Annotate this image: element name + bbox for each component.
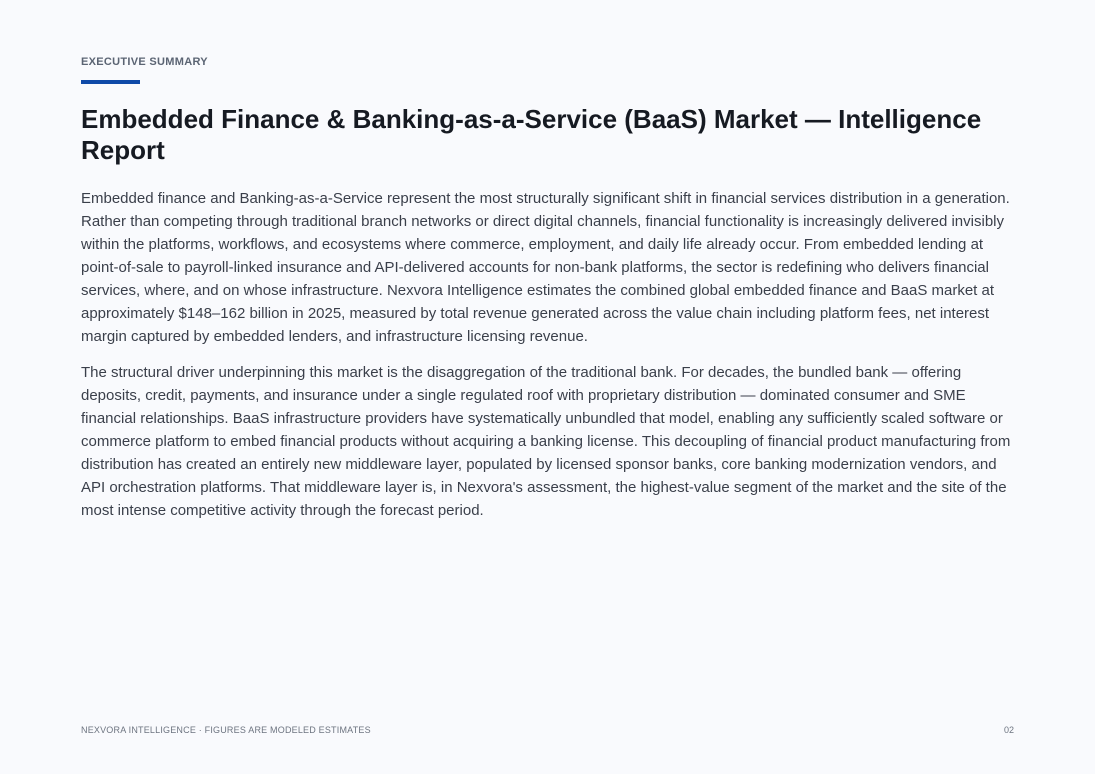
footer-source-note: NEXVORA INTELLIGENCE · FIGURES ARE MODELED ESTIMATES [81, 725, 371, 735]
page-title: Embedded Finance & Banking-as-a-Service (BaaS) Market — Intelligence Report [81, 104, 982, 165]
section-label: EXECUTIVE SUMMARY [81, 56, 208, 68]
page-number: 02 [1003, 725, 1014, 735]
paragraph-2: The structural driver underpinning this market is the disaggregation of the traditional bank. For decades, the bundled bank — offering deposits, credit, payments, and insurance under a single regulated roof with proprietary distribution — dominated consumer and SME financial relationships. BaaS infrastructure providers have systematically unbundled that model, enabling any sufficiently scaled software or commerce platform to embed financial products without acquiring a banking license. This decoupling of financial product manufacturing from distribution has created an entirely new middleware layer, populated by licensed sponsor banks, core banking modernization vendors, and API orchestration platforms. That middleware layer is, in Nexvora's assessment, the highest-value segment of the market and the site of the most intense competitive activity through the forecast period. [81, 364, 1011, 519]
accent-rule [81, 80, 140, 84]
body-text [81, 187, 1015, 535]
paragraph-1: Embedded finance and Banking-as-a-Service represent the most structurally significant shift in financial services distribution in a generation. Rather than competing through traditional branch networks or direct digital channels, financial functionality is increasingly delivered invisibly within the platforms, workflows, and ecosystems where commerce, employment, and daily life already occur. From embedded lending at point-of-sale to payroll-linked insurance and API-delivered accounts for non-bank platforms, the sector is redefining who delivers financial services, where, and on whose infrastructure. Nexvora Intelligence estimates the combined global embedded finance and BaaS market at approximately $148–162 billion in 2025, measured by total revenue generated across the value chain including platform fees, net interest margin captured by embedded lenders, and infrastructure licensing revenue. [81, 190, 1010, 345]
